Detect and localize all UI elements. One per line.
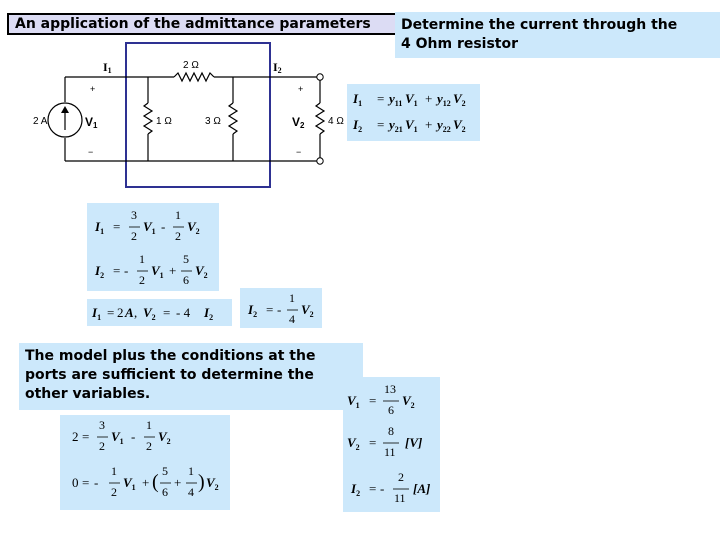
sub2-lhs: 0	[72, 475, 79, 490]
i2-rel-n: 1	[289, 291, 295, 305]
sys-i1-n1: 3	[131, 208, 137, 222]
svg-text:+: +	[425, 91, 433, 106]
def-i1-lhs: $I_1$	[353, 91, 363, 108]
svg-text:=: =	[369, 393, 377, 408]
sys-i1-n2: 1	[175, 208, 181, 222]
sys-i1-sign: -	[161, 219, 166, 234]
def-i2-v2: $V_2$	[453, 117, 466, 134]
sub2-d3: 4	[188, 485, 194, 499]
r1-label: 1 Ω	[156, 116, 172, 127]
svg-text:V1: $V_1$	[143, 219, 156, 236]
cond-coef: - 4	[176, 305, 191, 320]
def-i1-y11: $y_{11}$	[389, 91, 403, 108]
svg-text:=: =	[369, 481, 377, 496]
port2-terminal-top	[317, 74, 323, 80]
svg-text:=: =	[266, 302, 274, 317]
res-v2-unit: [V]	[405, 435, 423, 450]
i2-rel-sign: -	[277, 302, 282, 317]
svg-text:V2: $V_2$	[206, 475, 219, 492]
svg-text:I2: $I_2$	[248, 302, 258, 319]
v1-label: V1	[85, 115, 98, 130]
svg-text:V2: $V_2$	[187, 219, 200, 236]
sys-i2-n2: 5	[183, 252, 189, 266]
sub2-d2: 6	[162, 485, 168, 499]
res-i2-sign: -	[380, 481, 385, 496]
svg-text:V1: $V_1$	[123, 475, 136, 492]
sys-i2-lead: -	[124, 263, 129, 278]
admittance-definition-equations	[347, 84, 480, 141]
sys-i1-d1: 2	[131, 229, 137, 243]
r3-label: 3 Ω	[205, 116, 221, 127]
slide-title: An application of the admittance parameters	[7, 13, 425, 35]
i1-label: I1	[103, 60, 112, 75]
sys-i2-n1: 1	[139, 252, 145, 266]
def-i2-y21: $y_{21}$	[389, 117, 403, 134]
def-i2-lhs: $I_2$	[353, 117, 363, 134]
resistor-3ohm	[229, 103, 237, 134]
svg-text:=: =	[82, 475, 90, 490]
results-equations	[343, 377, 440, 512]
svg-text:+: +	[174, 475, 182, 490]
svg-text:V2: $V_2$	[158, 429, 171, 446]
v2-minus: −	[296, 147, 302, 157]
model-note: The model plus the conditions at the ports are sufficient to determine the other variables.	[19, 343, 363, 410]
sub1-d1: 2	[99, 439, 105, 453]
svg-text:V1: $V_1$	[347, 393, 360, 410]
res-v2-n: 8	[388, 424, 394, 438]
svg-text:V2: $V_2$	[402, 393, 415, 410]
sub2-d1: 2	[111, 485, 117, 499]
resistor-4ohm	[316, 103, 324, 134]
resistor-1ohm	[144, 103, 152, 134]
sys-i1-lhs: $I_1$	[95, 219, 105, 236]
sub2-sign: +	[142, 475, 150, 490]
system-equations	[87, 203, 219, 291]
res-v1-n: 13	[384, 382, 396, 396]
svg-text:V1: $V_1$	[151, 263, 164, 280]
i2-relation	[240, 288, 322, 328]
def-i2-y22: $y_{22}$	[437, 117, 451, 134]
sub1-d2: 2	[146, 439, 152, 453]
i2-rel-d: 4	[289, 312, 295, 326]
svg-text:=: =	[163, 305, 171, 320]
sub2-n2: 5	[162, 464, 168, 478]
svg-text:+: +	[425, 117, 433, 132]
svg-text:=: =	[113, 219, 121, 234]
res-i2-d: 11	[394, 491, 406, 505]
svg-text:I2: $I_2$	[204, 305, 214, 322]
def-i1-v2: $V_2$	[453, 91, 466, 108]
sys-i1-d2: 2	[175, 229, 181, 243]
res-v2-d: 11	[384, 445, 396, 459]
sys-i2-d1: 2	[139, 273, 145, 287]
svg-text:=: =	[82, 429, 90, 444]
r-series-label: 2 Ω	[183, 60, 199, 71]
svg-text:=: =	[113, 263, 121, 278]
def-i2-v1: $V_1$	[405, 117, 418, 134]
v2-plus: +	[298, 84, 304, 94]
svg-text:V2: $V_2$	[301, 302, 314, 319]
sys-i2-d2: 6	[183, 273, 189, 287]
sub2-lead: -	[94, 475, 99, 490]
sub2-n3: 1	[188, 464, 194, 478]
v1-plus: +	[90, 84, 96, 94]
sub1-sign: -	[131, 429, 136, 444]
sub1-n2: 1	[146, 418, 152, 432]
port2-terminal-bottom	[317, 158, 323, 164]
sub1-lhs: 2	[72, 429, 79, 444]
source-label: 2 A	[33, 116, 48, 127]
svg-text:V1: $V_1$	[111, 429, 124, 446]
svg-text:=: =	[377, 91, 385, 106]
sub2-n1: 1	[111, 464, 117, 478]
svg-text:V2: $V_2$	[347, 435, 360, 452]
sub1-n1: 3	[99, 418, 105, 432]
v2-label: V2	[292, 115, 305, 130]
res-i2-n: 2	[398, 470, 404, 484]
cond-val1: 2	[117, 305, 124, 320]
svg-text:,: ,	[134, 305, 138, 320]
def-i1-y12: $y_{12}$	[437, 91, 451, 108]
cond-unit1: A	[125, 305, 134, 320]
v1-minus: −	[88, 147, 94, 157]
res-v1-d: 6	[388, 403, 394, 417]
substituted-equations	[60, 415, 230, 510]
svg-text:I1: $I_1$	[92, 305, 102, 322]
sub2-rparen: )	[198, 471, 205, 493]
task-note: Determine the current through the 4 Ohm resistor	[395, 12, 720, 58]
res-i2-unit: [A]	[413, 481, 431, 496]
sys-i2-sign: +	[169, 263, 177, 278]
svg-text:V2: $V_2$	[143, 305, 156, 322]
svg-text:=: =	[107, 305, 115, 320]
r4-label: 4 Ω	[328, 116, 344, 127]
def-i1-v1: $V_1$	[405, 91, 418, 108]
sub2-lparen: (	[152, 471, 159, 493]
svg-text:=: =	[369, 435, 377, 450]
sys-i2-lhs: $I_2$	[95, 263, 105, 280]
port-conditions	[87, 299, 232, 326]
svg-text:I2: $I_2$	[351, 481, 361, 498]
i2-label: I2	[273, 60, 282, 75]
svg-text:=: =	[377, 117, 385, 132]
circuit-diagram	[30, 40, 344, 190]
svg-text:V2: $V_2$	[195, 263, 208, 280]
